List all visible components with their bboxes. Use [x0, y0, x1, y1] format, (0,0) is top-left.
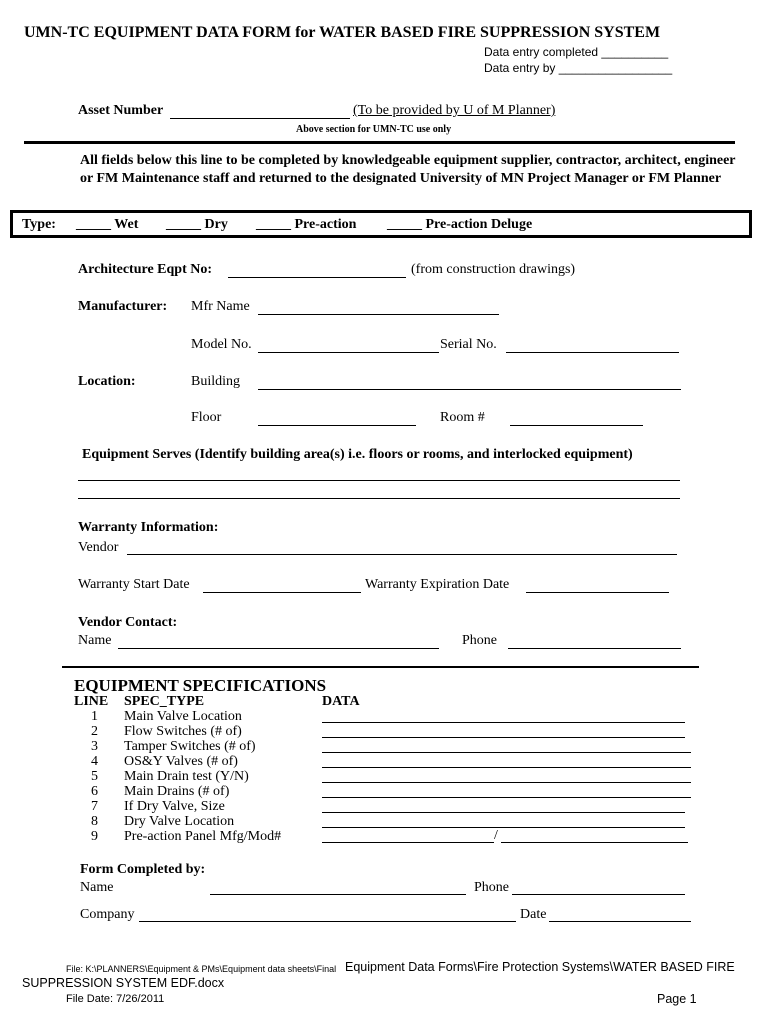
spec-type: Main Valve Location	[124, 709, 242, 724]
equipment-serves-field-2[interactable]	[78, 498, 680, 499]
spec-data-field[interactable]	[322, 782, 691, 783]
room-label: Room #	[440, 410, 485, 425]
spec-data-field[interactable]	[322, 827, 685, 828]
form-completed-label: Form Completed by:	[80, 862, 206, 877]
spec-data-field[interactable]	[322, 767, 691, 768]
footer-file-path-2: SUPPRESSION SYSTEM EDF.docx	[22, 976, 225, 990]
asset-number-field[interactable]	[170, 118, 350, 119]
completed-name-label: Name	[80, 880, 114, 895]
model-no-field[interactable]	[258, 352, 439, 353]
type-wet[interactable]: _____ Wet	[76, 217, 139, 232]
spec-line-number: 7	[91, 799, 98, 814]
spec-data-field[interactable]	[322, 737, 685, 738]
instructions-text: All fields below this line to be completed by knowledgeable equipment supplier, contractor, architect, engineer or FM Maintenance staff and returned to the designated University of MN Project Manager or FM Planner	[80, 153, 736, 186]
col-line-header: LINE	[74, 694, 109, 709]
arch-eqpt-note: (from construction drawings)	[411, 262, 576, 277]
footer-page-number: Page 1	[657, 992, 697, 1006]
warranty-start-label: Warranty Start Date	[78, 577, 190, 592]
type-pre-action-deluge[interactable]: _____ Pre-action Deluge	[387, 217, 533, 232]
vendor-contact-name-field[interactable]	[118, 648, 439, 649]
spec-line-number: 4	[91, 754, 98, 769]
completed-phone-field[interactable]	[512, 894, 685, 895]
spec-data-field[interactable]	[322, 797, 691, 798]
vendor-contact-phone-label: Phone	[462, 633, 497, 648]
completed-phone-label: Phone	[474, 880, 509, 895]
spec-type: Dry Valve Location	[124, 814, 235, 829]
spec-line-number: 3	[91, 739, 98, 754]
spec-type: Tamper Switches (# of)	[124, 739, 256, 754]
completed-date-label: Date	[520, 907, 547, 922]
mfr-name-label: Mfr Name	[191, 299, 250, 314]
type-dry[interactable]: _____ Dry	[166, 217, 228, 232]
manufacturer-label: Manufacturer:	[78, 299, 168, 314]
completed-date-field[interactable]	[549, 921, 691, 922]
floor-field[interactable]	[258, 425, 416, 426]
form-title: UMN-TC EQUIPMENT DATA FORM for WATER BASED FIRE SUPPRESSION SYSTEM	[24, 24, 661, 41]
vendor-contact-label: Vendor Contact:	[78, 615, 178, 630]
footer-file-prefix: File: K:\PLANNERS\Equipment & PMs\Equipment data sheets\Final	[66, 964, 337, 974]
col-data-header: DATA	[322, 694, 360, 709]
spec-line-number: 1	[91, 709, 98, 724]
spec-line-number: 5	[91, 769, 98, 784]
spec-type: Main Drains (# of)	[124, 784, 230, 799]
vendor-field[interactable]	[127, 554, 677, 555]
room-field[interactable]	[510, 425, 643, 426]
asset-number-note: (To be provided by U of M Planner)	[353, 103, 556, 118]
spec-data-field[interactable]	[322, 722, 685, 723]
completed-name-field[interactable]	[210, 894, 466, 895]
spec-type: Pre-action Panel Mfg/Mod#	[124, 829, 282, 844]
umn-only-note: Above section for UMN-TC use only	[296, 124, 452, 135]
spec-line-number: 6	[91, 784, 98, 799]
floor-label: Floor	[191, 410, 222, 425]
spec-data-field-model[interactable]	[501, 842, 688, 843]
warranty-start-field[interactable]	[203, 592, 361, 593]
arch-eqpt-label: Architecture Eqpt No:	[78, 262, 213, 277]
vendor-contact-phone-field[interactable]	[508, 648, 681, 649]
col-spec-header: SPEC_TYPE	[124, 694, 205, 709]
warranty-exp-field[interactable]	[526, 592, 669, 593]
equipment-serves-field-1[interactable]	[78, 480, 680, 481]
type-label: Type:	[22, 217, 56, 232]
spec-type: If Dry Valve, Size	[124, 799, 225, 814]
spec-line-number: 2	[91, 724, 98, 739]
spec-type: Main Drain test (Y/N)	[124, 769, 249, 784]
serial-no-field[interactable]	[506, 352, 679, 353]
warranty-exp-label: Warranty Expiration Date	[365, 577, 510, 592]
serial-no-label: Serial No.	[440, 337, 497, 352]
completed-company-field[interactable]	[139, 921, 516, 922]
arch-eqpt-field[interactable]	[228, 277, 406, 278]
equipment-specs-heading: EQUIPMENT SPECIFICATIONS	[74, 676, 327, 695]
building-field[interactable]	[258, 389, 681, 390]
mfr-name-field[interactable]	[258, 314, 499, 315]
building-label: Building	[191, 374, 241, 389]
spec-type: Flow Switches (# of)	[124, 724, 242, 739]
model-no-label: Model No.	[191, 337, 252, 352]
spec-line-number: 8	[91, 814, 98, 829]
footer-file-date: File Date: 7/26/2011	[66, 993, 165, 1005]
spec-data-field-mfg[interactable]	[322, 842, 494, 843]
vendor-contact-name-label: Name	[78, 633, 112, 648]
warranty-info-label: Warranty Information:	[78, 520, 219, 535]
footer-file-path-1: Equipment Data Forms\Fire Protection Systems\WATER BASED FIRE	[345, 960, 735, 974]
asset-number-label: Asset Number	[78, 103, 164, 118]
data-entry-by: Data entry by _________________	[484, 61, 673, 75]
data-entry-completed: Data entry completed __________	[484, 45, 669, 59]
spec-data-field[interactable]	[322, 812, 685, 813]
specs-divider	[62, 666, 699, 668]
type-pre-action[interactable]: _____ Pre-action	[256, 217, 357, 232]
spec-data-field[interactable]	[322, 752, 691, 753]
section-divider	[24, 141, 735, 144]
completed-company-label: Company	[80, 907, 135, 922]
equipment-serves-label: Equipment Serves (Identify building area(s) i.e. floors or rooms, and interlocked equipment)	[82, 447, 633, 462]
spec-line-number: 9	[91, 829, 98, 844]
spec-data-slash: /	[494, 828, 498, 843]
vendor-label: Vendor	[78, 540, 119, 555]
spec-type: OS&Y Valves (# of)	[124, 754, 238, 769]
location-label: Location:	[78, 374, 136, 389]
